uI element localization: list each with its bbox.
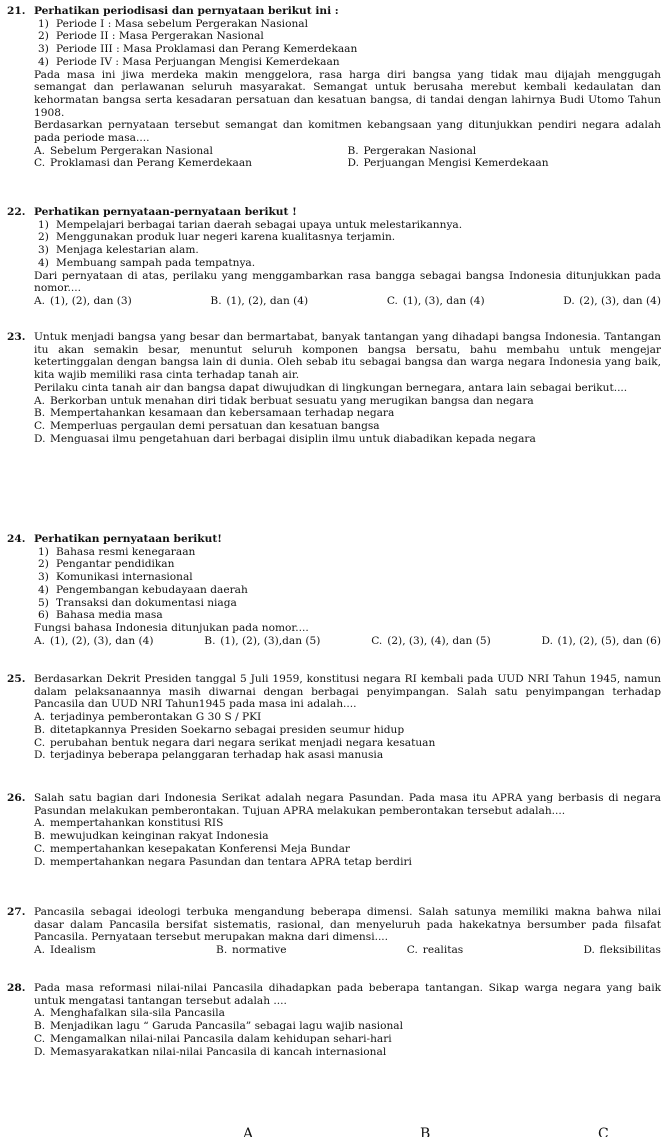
question-23	[7, 331, 661, 445]
question-text: Perilaku cinta tanah air dan bangsa dapat diwujudkan di lingkungan bernegara, antara lain sebagai berikut....	[34, 381, 628, 394]
option-c[interactable]: C. realitas	[406, 944, 464, 957]
cutoff-footer	[0, 1126, 666, 1137]
question-number: 22.	[7, 206, 26, 218]
statement-item: 2) Menggunakan produk luar negeri karena kualitasnya terjamin.	[38, 231, 396, 244]
question-text: Berdasarkan Dekrit Presiden tanggal 5 Juli 1959, konstitusi negara RI kembali pada UUD NRI Tahun 1945, namun dalam pelaksanaannya masih diwarnai dengan berbagai penyimpangan. Salah satu penyimpangan terhadap Pancasila dan UUD NRI Tahun1945 pada masa ini adalah....	[34, 673, 661, 711]
question-number: 25.	[7, 673, 26, 685]
question-text: Fungsi bahasa Indonesia ditunjukan pada nomor....	[34, 621, 309, 634]
option-b[interactable]: B. Mempertahankan kesamaan dan kebersamaan terhadap negara	[34, 407, 395, 420]
question-24	[7, 533, 661, 647]
question-intro: Perhatikan pernyataan-pernyataan berikut !	[34, 206, 297, 218]
statement-item: 4) Membuang sampah pada tempatnya.	[38, 256, 256, 269]
footer-letter-b: B	[420, 1126, 431, 1137]
footer-letter-a: A	[243, 1126, 254, 1137]
option-a[interactable]: A. (1), (2), (3), dan (4)	[34, 634, 154, 647]
question-text: Pada masa reformasi nilai-nilai Pancasila dihadapkan pada beberapa tantangan. Sikap warga negara yang baik untuk mengatasi tantangan tersebut adalah ....	[34, 982, 661, 1007]
option-b[interactable]: B. (1), (2), dan (4)	[210, 294, 309, 307]
answer-options	[34, 1007, 661, 1058]
option-a[interactable]: A. Menghafalkan sila-sila Pancasila	[34, 1007, 225, 1020]
option-b[interactable]: B. normative	[216, 944, 287, 957]
question-number: 24.	[7, 533, 26, 545]
passage: Untuk menjadi bangsa yang besar dan bermartabat, banyak tantangan yang dihadapi bangsa Indonesia. Tantangan itu akan semakin besar, menuntut seluruh komponen bangsa bersatu, bahu membahu untuk mengejar ketertinggalan dengan bangsa lain di dunia. Oleh sebab itu sebagai bangsa dan warga negara Indonesia yang baik, kita wajib memiliki rasa cinta terhadap tanah air.	[34, 331, 661, 382]
option-b[interactable]: B. mewujudkan keinginan rakyat Indonesia	[34, 830, 269, 843]
question-22	[7, 206, 661, 308]
option-d[interactable]: D. terjadinya beberapa pelanggaran terhadap hak asasi manusia	[34, 749, 384, 762]
statement-item: 3) Periode III : Masa Proklamasi dan Perang Kemerdekaan	[38, 43, 358, 56]
option-c[interactable]: C. perubahan bentuk negara dari negara serikat menjadi negara kesatuan	[34, 736, 436, 749]
answer-options	[34, 395, 661, 446]
statement-item: 4) Periode IV : Masa Perjuangan Mengisi Kemerdekaan	[38, 55, 340, 68]
question-number: 23.	[7, 331, 26, 343]
option-d[interactable]: D. Menguasai ilmu pengetahuan dari berbagai disiplin ilmu untuk diabadikan kepada negara	[34, 432, 536, 445]
question-number: 21.	[7, 5, 26, 17]
option-d[interactable]: D. (2), (3), dan (4)	[563, 294, 661, 307]
statement-list	[38, 546, 661, 622]
question-text: Pancasila sebagai ideologi terbuka mengandung beberapa dimensi. Salah satunya memiliki makna bahwa nilai dasar dalam Pancasila bersifat sistematis, rasional, dan menyeluruh pada hakekatnya bersumber pada filsafat Pancasila. Pernyataan tersebut merupakan makna dari dimensi....	[34, 906, 661, 944]
option-d[interactable]: D. fleksibilitas	[583, 944, 661, 957]
statement-item: 1) Periode I : Masa sebelum Pergerakan Nasional	[38, 17, 308, 30]
option-b[interactable]: B. Menjadikan lagu “ Garuda Pancasila” sebagai lagu wajib nasional	[34, 1020, 403, 1033]
option-a[interactable]: A. Berkorban untuk menahan diri tidak berbuat sesuatu yang merugikan bangsa dan negara	[34, 394, 534, 407]
answer-options	[34, 635, 661, 648]
statement-item: 5) Transaksi dan dokumentasi niaga	[38, 596, 237, 609]
question-28	[7, 982, 661, 1058]
answer-options	[34, 295, 661, 308]
option-d[interactable]: D. Perjuangan Mengisi Kemerdekaan	[347, 157, 549, 170]
option-b[interactable]: B. ditetapkannya Presiden Soekarno sebagai presiden seumur hidup	[34, 723, 405, 736]
statement-item: 6) Bahasa media masa	[38, 609, 163, 622]
statement-item: 3) Komunikasi internasional	[38, 571, 193, 584]
option-a[interactable]: A. terjadinya pemberontakan G 30 S / PKI	[34, 711, 262, 724]
question-number: 26.	[7, 792, 26, 804]
option-a[interactable]: A. (1), (2), dan (3)	[34, 294, 132, 307]
option-c[interactable]: C. Mengamalkan nilai-nilai Pancasila dalam kehidupan sehari-hari	[34, 1032, 392, 1045]
answer-options	[34, 145, 661, 170]
answer-options	[34, 944, 661, 957]
statement-item: 1) Mempelajari berbagai tarian daerah sebagai upaya untuk melestarikannya.	[38, 218, 463, 231]
question-25	[7, 673, 661, 762]
option-a[interactable]: A. Idealism	[34, 944, 96, 957]
answer-options	[34, 817, 661, 868]
question-number: 28.	[7, 982, 26, 994]
statement-item: 2) Periode II : Masa Pergerakan Nasional	[38, 30, 264, 43]
statement-item: 2) Pengantar pendidikan	[38, 558, 175, 571]
question-intro: Perhatikan periodisasi dan pernyataan berikut ini :	[34, 5, 339, 17]
option-c[interactable]: C. Memperluas pergaulan demi persatuan dan kesatuan bangsa	[34, 419, 380, 432]
option-d[interactable]: D. Memasyarakatkan nilai-nilai Pancasila di kancah internasional	[34, 1045, 387, 1058]
footer-letter-c: C	[598, 1126, 609, 1137]
question-26	[7, 792, 661, 868]
option-b[interactable]: B. Pergerakan Nasional	[347, 144, 477, 157]
option-c[interactable]: C. Proklamasi dan Perang Kemerdekaan	[34, 157, 253, 170]
option-a[interactable]: A. mempertahankan konstitusi RIS	[34, 817, 224, 830]
question-21	[7, 5, 661, 170]
answer-options	[34, 711, 661, 762]
question-text: Salah satu bagian dari Indonesia Serikat adalah negara Pasundan. Pada masa itu APRA yang berbasis di negara Pasundan melakukan pemberontakan. Tujuan APRA melakukan pemberontakan tersebut adalah....	[34, 792, 661, 817]
statement-list	[38, 219, 661, 270]
option-c[interactable]: C. (2), (3), (4), dan (5)	[371, 634, 491, 647]
statement-item: 1) Bahasa resmi kenegaraan	[38, 545, 196, 558]
passage: Pada masa ini jiwa merdeka makin menggelora, rasa harga diri bangsa yang tidak mau dijajah menggugah semangat dan perlawanan seluruh masyarakat. Semangat untuk berusaha merebut kembali kedaulatan dan kehormatan bangsa serta kesadaran persatuan dan kesatuan bangsa, di tandai dengan lahirnya Budi Utomo Tahun 1908.	[34, 68, 661, 119]
statement-item: 3) Menjaga kelestarian alam.	[38, 244, 199, 257]
question-intro: Perhatikan pernyataan berikut!	[34, 533, 222, 545]
statement-list	[38, 18, 661, 69]
question-text: Dari pernyataan di atas, perilaku yang menggambarkan rasa bangga sebagai bangsa Indonesia ditunjukkan pada nomor....	[34, 269, 661, 295]
question-number: 27.	[7, 906, 26, 918]
option-c[interactable]: C. (1), (3), dan (4)	[386, 294, 485, 307]
question-text: Berdasarkan pernyataan tersebut semangat dan komitmen kebangsaan yang ditunjukkan pendiri negara adalah pada periode masa....	[34, 119, 661, 145]
option-d[interactable]: D. mempertahankan negara Pasundan dan tentara APRA tetap berdiri	[34, 855, 412, 868]
option-a[interactable]: A. Sebelum Pergerakan Nasional	[34, 144, 213, 157]
question-27	[7, 906, 661, 957]
option-c[interactable]: C. mempertahankan kesepakatan Konferensi Meja Bundar	[34, 842, 350, 855]
option-b[interactable]: B. (1), (2), (3),dan (5)	[204, 634, 321, 647]
option-d[interactable]: D. (1), (2), (5), dan (6)	[541, 634, 661, 647]
statement-item: 4) Pengembangan kebudayaan daerah	[38, 583, 248, 596]
